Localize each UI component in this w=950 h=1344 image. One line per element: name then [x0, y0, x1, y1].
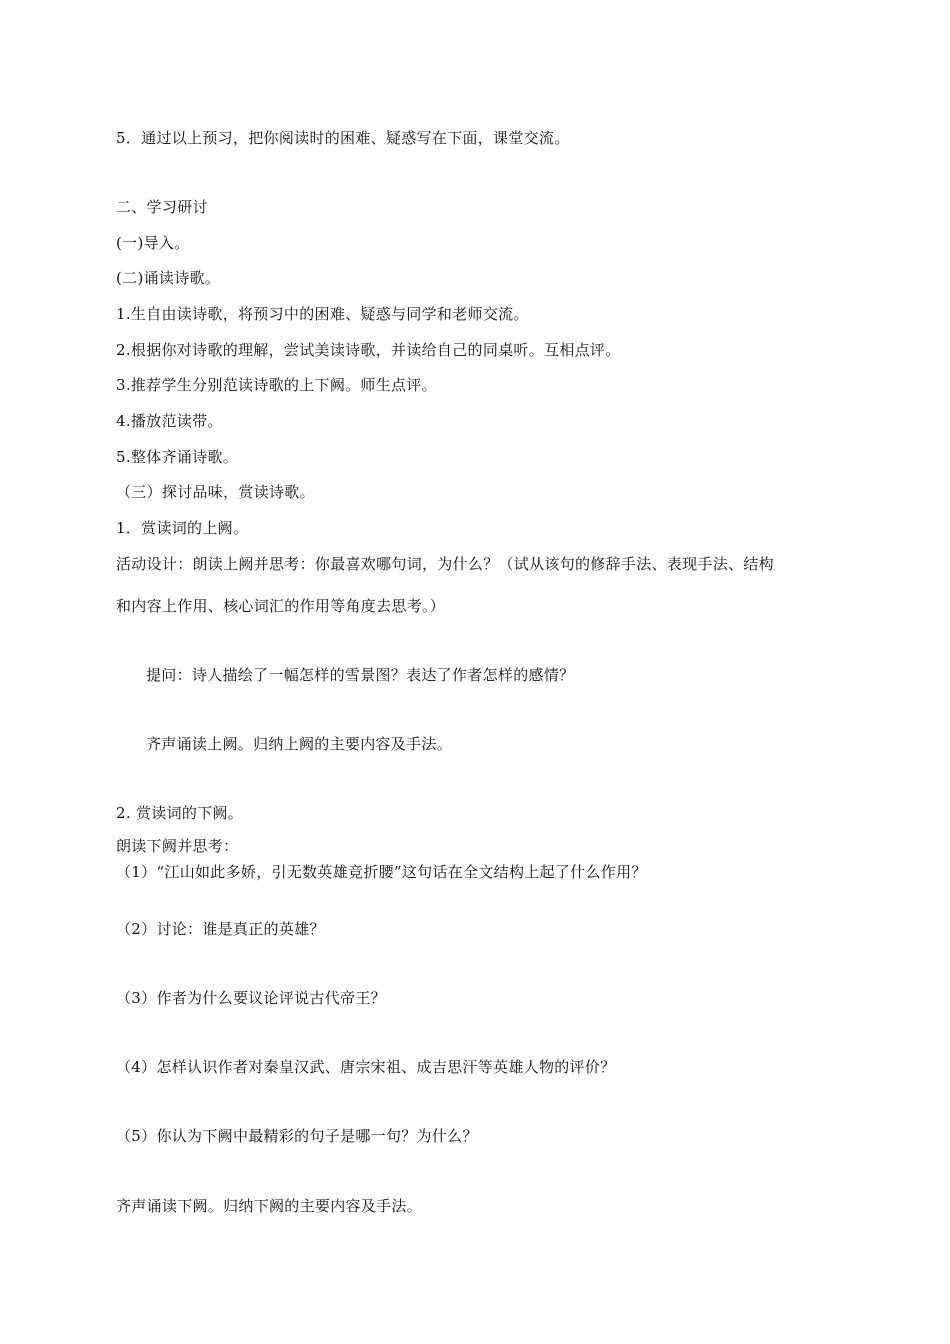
section-heading-study: 二、学习研讨	[116, 198, 208, 216]
lower-question-3: （3）作者为什么要议论评说古代帝王？	[116, 989, 386, 1007]
appreciate-upper-heading: 1．赏读词的上阙。	[116, 519, 249, 537]
appreciate-lower-heading: 2. 赏读词的下阙。	[116, 804, 244, 822]
recite-step-1: 1.生自由读诗歌，将预习中的困难、疑惑与同学和老师交流。	[116, 305, 529, 323]
recite-step-2: 2.根据你对诗歌的理解，尝试美读诗歌，并读给自己的同桌听。互相点评。	[116, 341, 621, 359]
subsection-appreciate: （三）探讨品味，赏读诗歌。	[116, 483, 315, 501]
preview-item-5: 5．通过以上预习，把你阅读时的困难、疑惑写在下面，课堂交流。	[116, 129, 570, 147]
read-lower-prompt: 朗读下阙并思考：	[116, 837, 239, 855]
recite-step-3: 3.推荐学生分别范读诗歌的上下阙。师生点评。	[116, 376, 437, 394]
subsection-intro: (一)导入。	[116, 234, 190, 252]
activity-design-line-1: 活动设计：朗读上阙并思考：你最喜欢哪句词，为什么？（试从该句的修辞手法、表现手法、结构	[116, 555, 774, 573]
recite-lower-summary: 齐声诵读下阙。归纳下阙的主要内容及手法。	[116, 1197, 423, 1215]
lower-question-2: （2）讨论：谁是真正的英雄？	[116, 920, 325, 938]
lower-question-1: （1）“江山如此多娇，引无数英雄竞折腰”这句话在全文结构上起了什么作用？	[116, 863, 647, 881]
recite-upper-summary: 齐声诵读上阙。归纳上阙的主要内容及手法。	[146, 735, 453, 753]
lower-question-5: （5）你认为下阙中最精彩的句子是哪一句？为什么？	[116, 1127, 478, 1145]
subsection-recite: (二)诵读诗歌。	[116, 269, 221, 287]
question-snow-scene: 提问：诗人描绘了一幅怎样的雪景图？表达了作者怎样的感情？	[146, 666, 575, 684]
recite-step-5: 5.整体齐诵诗歌。	[116, 448, 239, 466]
activity-design-line-2: 和内容上作用、核心词汇的作用等角度去思考。）	[116, 597, 446, 615]
recite-step-4: 4.播放范读带。	[116, 412, 223, 430]
lower-question-4: （4）怎样认识作者对秦皇汉武、唐宗宋祖、成吉思汗等英雄人物的评价？	[116, 1058, 616, 1076]
